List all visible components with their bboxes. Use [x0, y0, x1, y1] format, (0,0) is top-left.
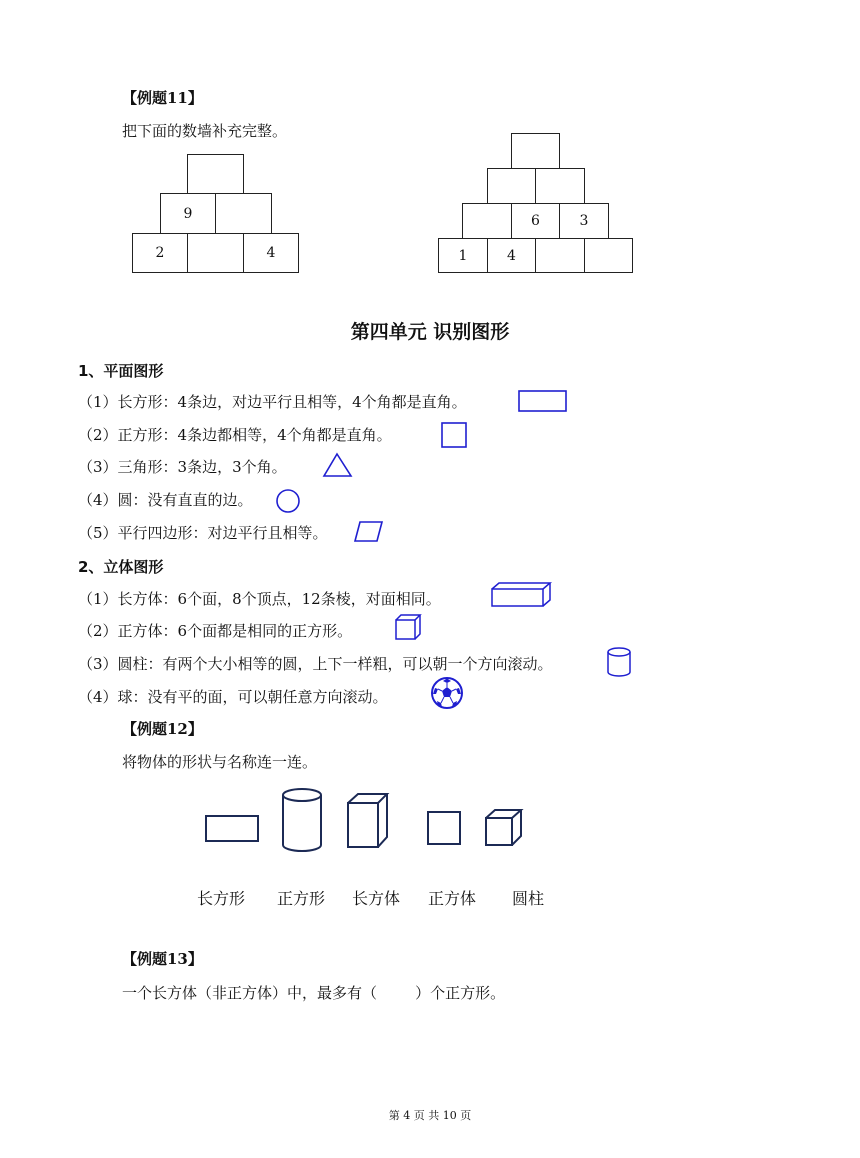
plane-item-circle: （4）圆：没有直直的边。 — [78, 491, 253, 509]
solid-item-cuboid: （1）长方体：6个面，8个顶点，12条棱，对面相同。 — [78, 590, 441, 608]
example-13-title: 【例题13】 — [122, 950, 203, 968]
wall2-cell — [535, 168, 585, 204]
triangle-icon — [323, 452, 353, 478]
wall2-cell — [584, 238, 633, 273]
rectangle-icon — [518, 390, 568, 414]
wall1-cell — [187, 233, 244, 273]
section-solid-shapes-title: 2、立体图形 — [78, 558, 164, 576]
square-figure — [427, 811, 463, 847]
cube-figure — [485, 808, 525, 848]
solid-item-cube: （2）正方体：6个面都是相同的正方形。 — [78, 622, 353, 640]
cuboid-figure — [346, 792, 392, 850]
soccer-ball-icon — [431, 677, 465, 711]
name-cylinder: 圆柱 — [512, 889, 545, 908]
plane-item-rectangle: （1）长方形：4条边，对边平行且相等，4个角都是直角。 — [78, 393, 467, 411]
example-11-instruction: 把下面的数墙补充完整。 — [122, 122, 288, 140]
cylinder-figure — [281, 787, 325, 855]
page-footer: 第 4 页 共 10 页 — [388, 1109, 472, 1122]
section-plane-shapes-title: 1、平面图形 — [78, 362, 164, 380]
name-rectangle: 长方形 — [197, 889, 246, 908]
wall1-top-cell — [187, 154, 244, 194]
wall1-cell — [215, 193, 272, 234]
wall2-cell: 6 — [511, 203, 560, 239]
example-13-question: 一个长方体（非正方体）中，最多有（ ）个正方形。 — [122, 984, 506, 1002]
circle-icon — [276, 488, 302, 514]
parallelogram-icon — [354, 521, 384, 543]
wall2-cell — [487, 168, 536, 204]
wall1-cell: 4 — [243, 233, 299, 273]
rectangle-figure — [205, 815, 261, 843]
cube-icon — [395, 614, 423, 642]
example-12-instruction: 将物体的形状与名称连一连。 — [122, 753, 318, 771]
wall2-top-cell — [511, 133, 560, 169]
square-icon — [441, 422, 469, 450]
name-cuboid: 长方体 — [352, 889, 401, 908]
cuboid-icon — [491, 582, 553, 608]
wall1-cell: 2 — [132, 233, 188, 273]
example-11-title: 【例题11】 — [122, 89, 203, 107]
solid-item-sphere: （4）球：没有平的面，可以朝任意方向滚动。 — [78, 688, 388, 706]
example-12-title: 【例题12】 — [122, 720, 203, 738]
plane-item-square: （2）正方形：4条边都相等，4个角都是直角。 — [78, 426, 392, 444]
wall2-cell: 4 — [487, 238, 536, 273]
plane-item-triangle: （3）三角形：3条边，3个角。 — [78, 458, 287, 476]
unit-title: 第四单元 识别图形 — [350, 321, 510, 343]
name-square: 正方形 — [277, 889, 326, 908]
wall2-cell: 1 — [438, 238, 488, 273]
plane-item-parallelogram: （5）平行四边形：对边平行且相等。 — [78, 524, 328, 542]
solid-item-cylinder: （3）圆柱：有两个大小相等的圆，上下一样粗，可以朝一个方向滚动。 — [78, 655, 553, 673]
wall2-cell — [535, 238, 585, 273]
wall2-cell: 3 — [559, 203, 609, 239]
cylinder-icon — [607, 647, 633, 679]
wall1-cell: 9 — [160, 193, 216, 234]
name-cube: 正方体 — [428, 889, 477, 908]
wall2-cell — [462, 203, 512, 239]
